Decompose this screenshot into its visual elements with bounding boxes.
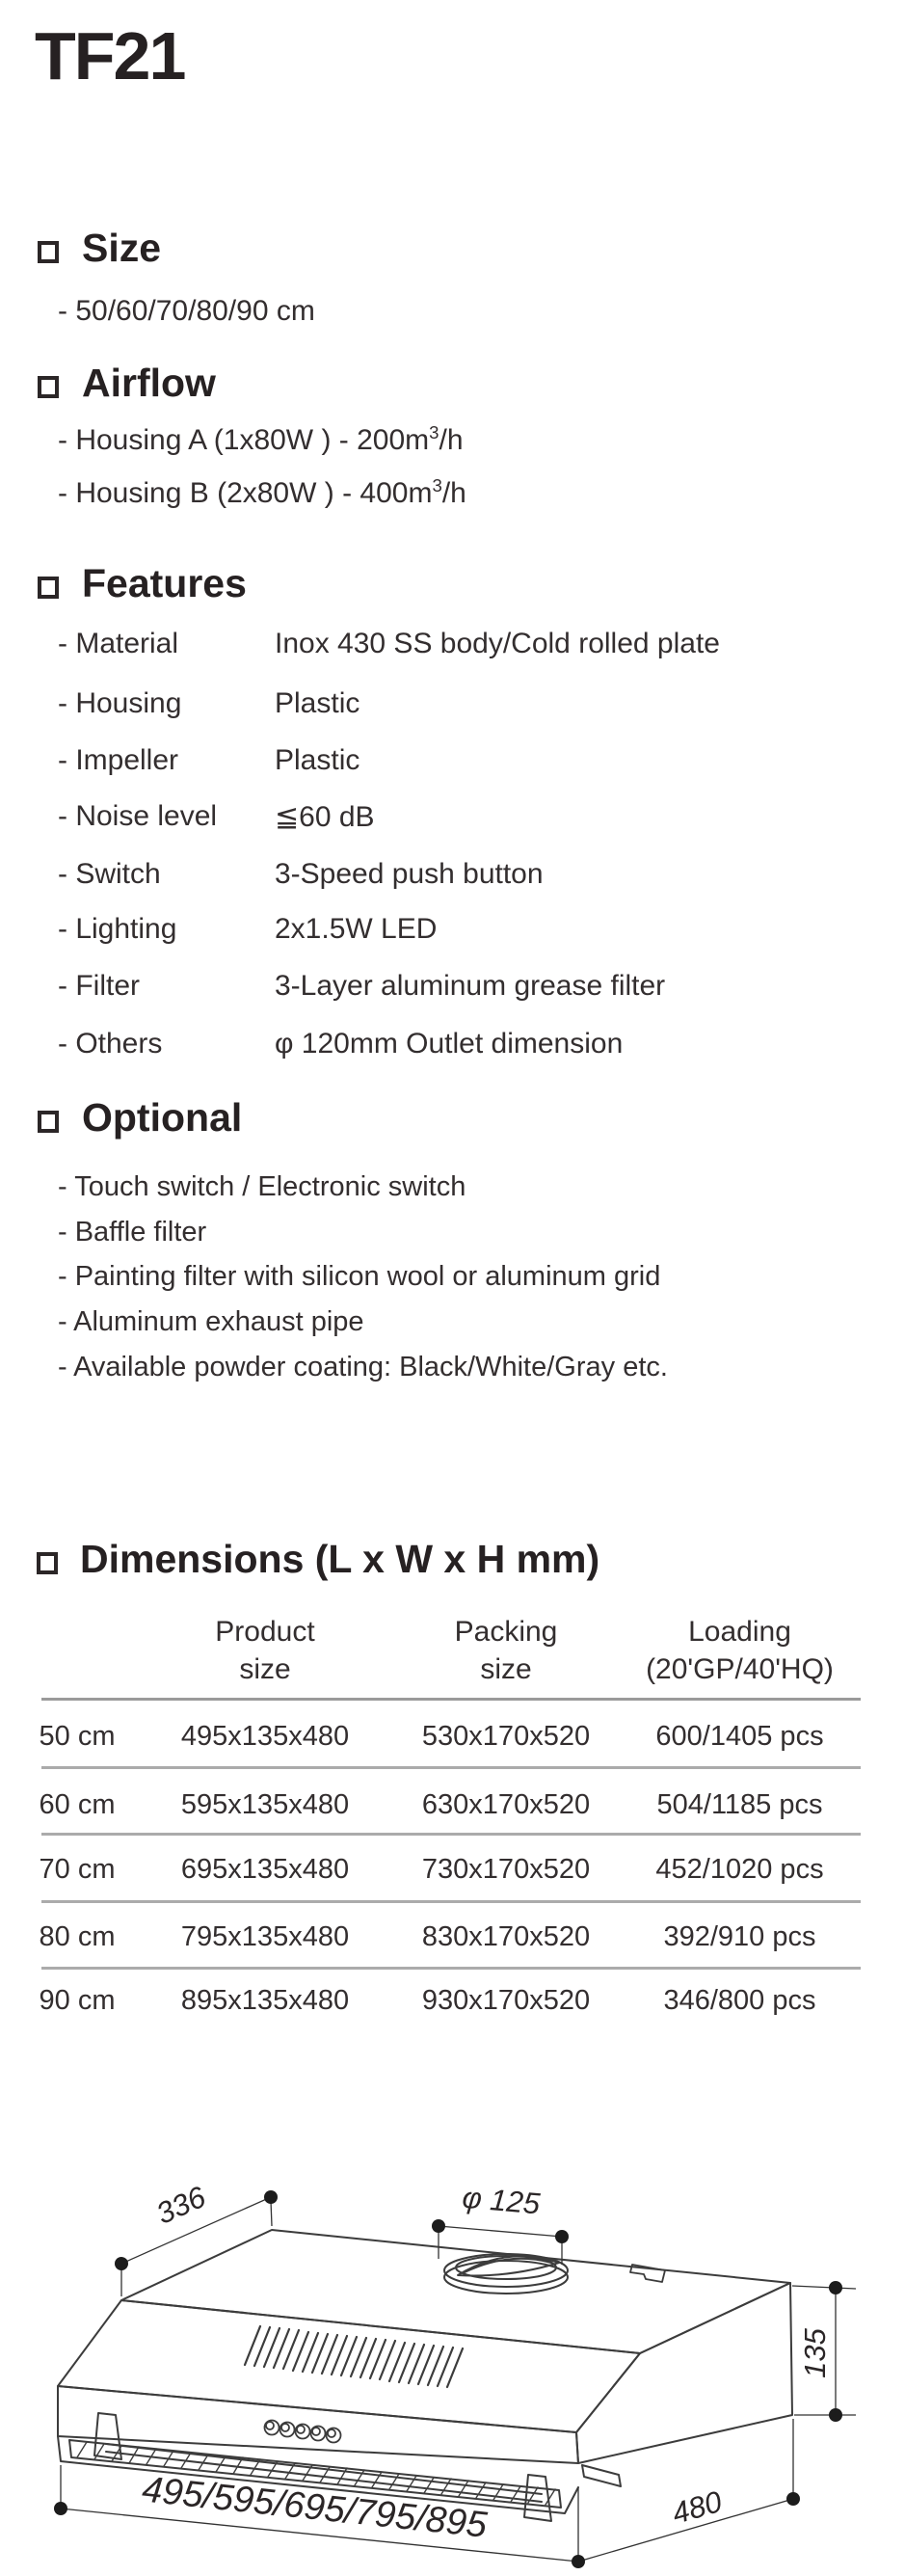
table-cell: 830x170x520	[421, 1921, 591, 1952]
airflow-item-unit: /h	[439, 424, 464, 456]
table-cell: 630x170x520	[421, 1789, 591, 1820]
feature-row	[58, 800, 375, 833]
size-item: - 50/60/70/80/90 cm	[58, 295, 315, 327]
table-cell: 495x135x480	[180, 1721, 350, 1752]
airflow-item-text: - Housing A (1x80W ) - 200m	[58, 424, 430, 456]
optional-item: - Available powder coating: Black/White/Gray etc.	[58, 1352, 668, 1382]
vent-slots	[245, 2326, 463, 2387]
section-title-dimensions: Dimensions (L x W x H mm)	[80, 1537, 600, 1581]
table-rule	[41, 1833, 861, 1836]
airflow-item-unit: /h	[441, 477, 466, 509]
table-cell: 895x135x480	[180, 1985, 350, 2016]
feature-label: - Impeller	[58, 744, 179, 776]
dim-label-135: 135	[798, 2328, 832, 2378]
feature-value: Inox 430 SS body/Cold rolled plate	[275, 628, 720, 659]
feature-value: Plastic	[275, 744, 360, 776]
feature-value: 2x1.5W LED	[275, 913, 438, 945]
table-cell: 346/800 pcs	[663, 1985, 816, 2016]
table-cell: 795x135x480	[180, 1921, 350, 1952]
table-cell: 452/1020 pcs	[655, 1854, 824, 1885]
section-title-airflow: Airflow	[82, 361, 216, 405]
optional-item: - Baffle filter	[58, 1217, 207, 1248]
table-header-packing	[414, 1613, 598, 1688]
table-cell: 504/1185 pcs	[656, 1789, 823, 1820]
table-cell: 392/910 pcs	[663, 1921, 816, 1952]
airflow-item-sup: 3	[432, 475, 442, 496]
dim-dot	[786, 2492, 800, 2506]
feature-value: φ 120mm Outlet dimension	[275, 1028, 624, 1060]
airflow-item	[58, 422, 464, 457]
section-bullet-airflow	[38, 376, 59, 398]
table-rule	[41, 1698, 861, 1701]
airflow-item-text: - Housing B (2x80W ) - 400m	[58, 477, 433, 509]
control-buttons	[265, 2421, 341, 2443]
outlet-collar	[444, 2254, 568, 2294]
section-title-features: Features	[82, 561, 247, 605]
feature-row	[58, 1028, 624, 1060]
table-cell: 730x170x520	[421, 1854, 591, 1885]
feature-label: - Noise level	[58, 800, 218, 832]
feature-row	[58, 687, 360, 720]
table-cell: 695x135x480	[180, 1854, 350, 1885]
section-bullet-optional	[38, 1111, 59, 1133]
table-cell: 930x170x520	[421, 1985, 591, 2016]
hood-side-face	[576, 2283, 792, 2463]
header-line: size	[239, 1653, 291, 1685]
handle-bracket-right	[524, 2475, 551, 2521]
feature-row	[58, 913, 438, 946]
dim-dot	[572, 2555, 585, 2568]
section-title-size: Size	[82, 226, 162, 270]
table-cell: 80 cm	[39, 1921, 116, 1952]
feature-row	[58, 744, 360, 777]
table-rule	[41, 1967, 861, 1970]
section-bullet-dimensions	[37, 1552, 58, 1574]
feature-value: 3-Layer aluminum grease filter	[275, 970, 666, 1002]
table-cell: 530x170x520	[421, 1721, 591, 1752]
header-line: Packing	[454, 1616, 558, 1648]
dim-label-336: 336	[150, 2179, 211, 2231]
dim-label-diameter: φ 125	[461, 2180, 542, 2221]
airflow-item	[58, 475, 466, 510]
dim-dot	[555, 2230, 569, 2243]
dim-dot	[432, 2219, 445, 2233]
hood-foot	[582, 2465, 621, 2486]
header-line: Loading	[688, 1616, 791, 1648]
feature-label: - Switch	[58, 858, 161, 890]
header-line: size	[480, 1653, 532, 1685]
feature-label: - Filter	[58, 970, 140, 1002]
dim-label-widths: 495/595/695/795/895	[140, 2469, 490, 2546]
airflow-item-sup: 3	[429, 422, 439, 443]
technical-drawing	[19, 2155, 886, 2571]
table-rule	[41, 1900, 861, 1903]
table-cell: 50 cm	[39, 1721, 116, 1752]
section-bullet-features	[38, 577, 59, 599]
section-title-optional: Optional	[82, 1095, 243, 1140]
feature-value: Plastic	[275, 687, 360, 719]
table-cell: 90 cm	[39, 1985, 116, 2016]
feature-row	[58, 628, 720, 660]
table-header-product	[130, 1613, 400, 1688]
dim-dot	[829, 2281, 842, 2294]
feature-value: 3-Speed push button	[275, 858, 544, 890]
feature-row	[58, 858, 544, 891]
header-line: Product	[215, 1616, 315, 1648]
feature-label: - Housing	[58, 687, 182, 719]
table-cell: 595x135x480	[180, 1789, 350, 1820]
feature-label: - Material	[58, 628, 179, 659]
table-rule	[41, 1766, 861, 1769]
dim-dot	[54, 2502, 67, 2515]
dim-dot	[264, 2190, 278, 2204]
section-bullet-size	[38, 241, 59, 263]
table-cell: 600/1405 pcs	[655, 1721, 824, 1752]
table-header-loading	[607, 1613, 872, 1688]
optional-item: - Aluminum exhaust pipe	[58, 1306, 364, 1337]
optional-item: - Touch switch / Electronic switch	[58, 1171, 466, 1202]
dim-label-480: 480	[668, 2483, 726, 2531]
dim-dot	[115, 2257, 128, 2270]
page-title: TF21	[35, 18, 185, 94]
optional-item: - Painting filter with silicon wool or aluminum grid	[58, 1261, 661, 1292]
feature-value: ≦60 dB	[275, 801, 375, 833]
table-cell: 60 cm	[39, 1789, 116, 1820]
feature-label: - Lighting	[58, 913, 177, 945]
dim-dot	[829, 2408, 842, 2422]
header-line: (20'GP/40'HQ)	[646, 1653, 834, 1685]
table-cell: 70 cm	[39, 1854, 116, 1885]
feature-label: - Others	[58, 1028, 163, 1060]
feature-row	[58, 970, 666, 1003]
